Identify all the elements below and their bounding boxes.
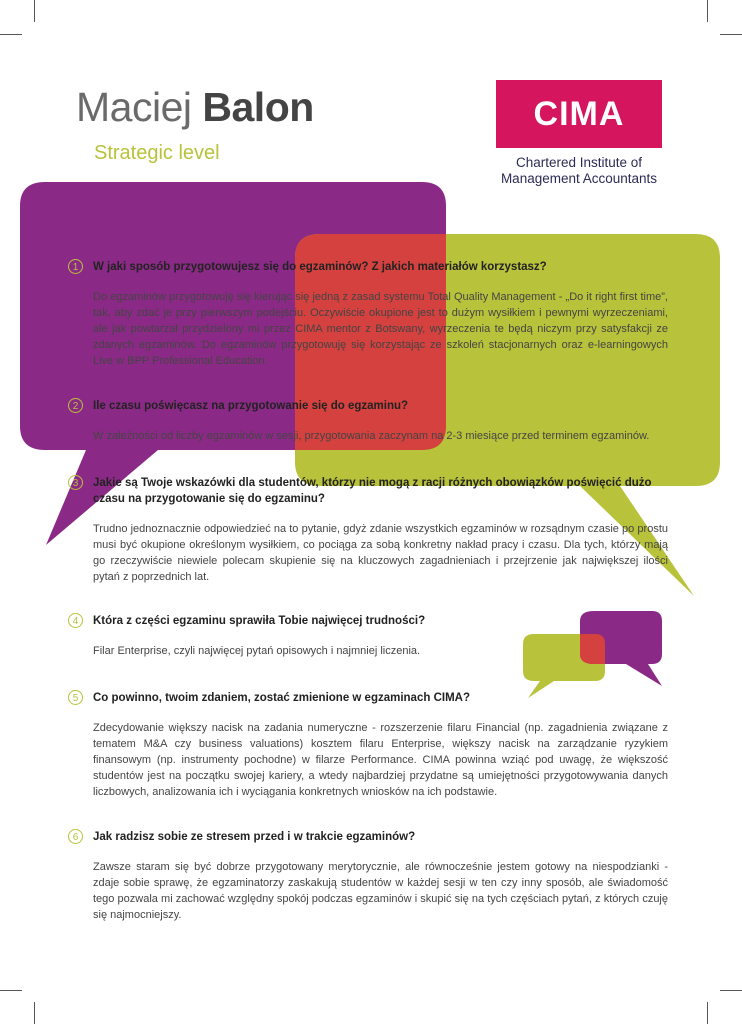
- answer-text: Do egzaminów przygotowuję się kierując się jedną z zasad systemu Total Quality Management - „Do it right first time”, tak, aby zdać je przy pierwszym podejściu. Oczywiście okupione jest to dużym wysiłkiem i pewnymi wyrzeczeniami, ale jak powtarzał przydzielony mi przez CIMA mentor z Botswany, wyrzeczenia te będą niczym przy satysfakcji ze zdanych egzaminów. Do egzaminów przygotowuję się korzystając ze szkoleń stacjonarnych oraz e-learningowych Live w BPP Professional Education.: [93, 291, 668, 367]
- question-number-badge: 4: [68, 613, 83, 628]
- qa-item-1: [68, 259, 668, 369]
- logo-line-2: Management Accountants: [500, 171, 658, 186]
- question-text: W jaki sposób przygotowujesz się do egzaminów? Z jakich materiałów korzystasz?: [93, 261, 547, 273]
- last-name: Balon: [202, 84, 314, 130]
- question-text: Jakie są Twoje wskazówki dla studentów, którzy nie mogą z racji różnych obowiązków poświęcić dużo czasu na przygotowanie się do egzaminu?: [93, 477, 652, 505]
- question-number-badge: 6: [68, 829, 83, 844]
- qa-item-2: [68, 398, 668, 444]
- question: [68, 259, 668, 275]
- question-text: Ile czasu poświęcasz na przygotowanie się do egzaminu?: [93, 400, 409, 412]
- qa-item-6: [68, 829, 668, 923]
- person-name: [76, 84, 314, 131]
- question-text: Co powinno, twoim zdaniem, zostać zmienione w egzaminach CIMA?: [93, 692, 470, 704]
- answer-text: W zależności od liczby egzaminów w sesji, przygotowania zaczynam na 2-3 miesiące przed terminem egzaminów.: [93, 430, 650, 442]
- qa-item-4: [68, 613, 508, 659]
- answer-text: Filar Enterprise, czyli najwięcej pytań opisowych i najmniej liczenia.: [93, 645, 421, 657]
- question: [68, 613, 508, 629]
- question-number-badge: 3: [68, 475, 83, 490]
- question: [68, 690, 668, 706]
- cima-logo-tagline: [486, 155, 672, 187]
- logo-line-1: Chartered Institute of: [515, 155, 643, 170]
- qa-item-5: [68, 690, 668, 800]
- first-name: Maciej: [76, 84, 192, 130]
- question: [68, 829, 668, 845]
- cima-logo: CIMA: [496, 80, 662, 148]
- level-subtitle: Strategic level: [94, 142, 220, 164]
- question-text: Jak radzisz sobie ze stresem przed i w trakcie egzaminów?: [93, 831, 416, 843]
- answer-text: Zawsze staram się być dobrze przygotowany merytorycznie, ale równocześnie jestem gotowy na niespodzianki - zdaje sobie sprawę, że egzaminatorzy zaskakują studentów w każdej sesji w ten czy inny sposób, ale świadomość tego pozwala mi zachować względny spokój podczas egzaminów i skupić się na tych częściach pytań, z których czuję się najmocniejszy.: [93, 861, 668, 921]
- question-number-badge: 5: [68, 690, 83, 705]
- question-text: Która z części egzaminu sprawiła Tobie najwięcej trudności?: [93, 615, 426, 627]
- question-number-badge: 1: [68, 259, 83, 274]
- question: [68, 475, 668, 507]
- question: [68, 398, 668, 414]
- answer-text: Zdecydowanie większy nacisk na zadania numeryczne - rozszerzenie filaru Financial (np. zagadnienia związane z tematem M&A czy business valuations) kosztem filaru Enterprise, większy nacisk na zarządzanie ryzykiem finansowym (np. instrumenty pochodne) w filarze Performance. CIMA powinna wziąć pod uwagę, że większość studentów jest na początku swojej kariery, a wtedy najbardziej przydatne są umiejętności przygotowywania danych liczbowych, analizowania ich i wyciągania konkretnych wniosków na ich podstawie.: [93, 722, 668, 798]
- question-number-badge: 2: [68, 398, 83, 413]
- qa-item-3: [68, 475, 668, 585]
- answer-text: Trudno jednoznacznie odpowiedzieć na to pytanie, gdyż zdanie wszystkich egzaminów w rozsądnym czasie po prostu musi być okupione określonym wysiłkiem, co pociąga za sobą konkretny nakład pracy i czasu. Dla tych, którzy mają go rzeczywiście niewiele polecam skupienie się na kluczowych zagadnieniach i przejrzenie jak największej ilości pytań z poprzednich lat.: [93, 523, 668, 583]
